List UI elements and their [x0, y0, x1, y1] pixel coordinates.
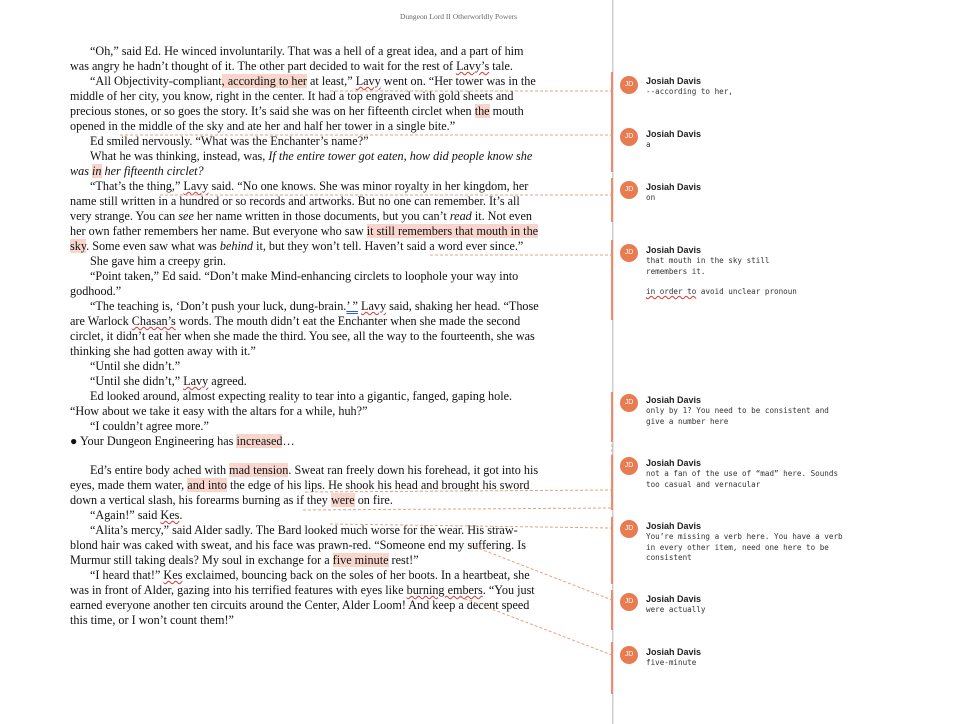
- avatar[interactable]: JD: [620, 128, 638, 146]
- comment-anchor: increased: [236, 434, 283, 448]
- comment-text[interactable]: a: [646, 140, 651, 149]
- running-head: Dungeon Lord II Otherworldly Powers: [400, 12, 518, 21]
- comment-bar: [611, 590, 613, 630]
- paragraph: “Until she didn’t,” Lavy agreed.: [90, 374, 247, 388]
- comment-author: Josiah Davis: [646, 182, 702, 192]
- comment-author: Josiah Davis: [646, 76, 702, 86]
- comment-text[interactable]: five-minute: [646, 658, 697, 667]
- comment-bar: [611, 392, 613, 442]
- comment-bar: [611, 642, 613, 694]
- paragraph: What he was thinking, instead, was, If the entire tower got eaten, how did people know she was in her fifteenth circlet?: [70, 149, 533, 178]
- comment-bar: [611, 72, 613, 128]
- comment-text[interactable]: that mouth in the sky still remembers it.: [646, 256, 775, 276]
- avatar[interactable]: JD: [620, 646, 638, 664]
- comment-author: Josiah Davis: [646, 521, 702, 531]
- comment-author: Josiah Davis: [646, 594, 702, 604]
- paragraph: Ed looked around, almost expecting reality to tear into a gigantic, fanged, gaping hole. “How about we take it easy with the altars for a while, huh?”: [70, 389, 513, 418]
- paragraph: “I couldn’t agree more.”: [90, 419, 209, 433]
- paragraph: “That’s the thing,” Lavy said. “No one knows. She was minor royalty in her kingdom, her name still written in a hundred or so records and artworks. But no one can remember. It’s all very strange. You can see her name written in those documents, but you can’t read it. Not even her own father remembers her name. But everyone who saw it still remembers that mouth in the sky. Some even saw what was behind it, but they won’t tell. Haven’t said a word ever since.”: [70, 179, 539, 253]
- comment-bar: [611, 455, 613, 510]
- paragraph: Ed smiled nervously. “What was the Enchanter’s name?”: [90, 134, 369, 148]
- avatar[interactable]: JD: [620, 76, 638, 94]
- comment-author: Josiah Davis: [646, 395, 702, 405]
- paragraph: “All Objectivity-compliant, according to her at least,” Lavy went on. “Her tower was in the middle of her city, you know, right in the center. It had a top engraved with gold sheets and precious stones, or so goes the story. It’s said she was on her fifteenth circlet when the mouth opened in the middle of the sky and ate her and half her tower in a single bite.”: [70, 74, 536, 133]
- avatar[interactable]: JD: [620, 394, 638, 412]
- paragraph: “Oh,” said Ed. He winced involuntarily. That was a hell of a great idea, and a part of him was angry he hadn’t thought of it. The other part decided to wait for the rest of Lavy’s tale.: [70, 44, 524, 73]
- comment-author: Josiah Davis: [646, 245, 702, 255]
- comment-author: Josiah Davis: [646, 458, 702, 468]
- comment-text[interactable]: --according to her,: [646, 87, 733, 96]
- comment-bar: [611, 178, 613, 222]
- comment-anchor: five minute: [332, 553, 389, 567]
- comment-bar: [611, 517, 613, 584]
- paragraph: “Until she didn’t.”: [90, 359, 181, 373]
- avatar[interactable]: JD: [620, 181, 638, 199]
- paragraph: “The teaching is, ‘Don’t push your luck, dung-brain.’ ” Lavy said, shaking her head. “Those are Warlock Chasan’s words. The mouth didn’t eat the Enchanter when she made the second circlet, it didn’t eat her when she made the third. You see, all the way to the fourteenth, she was thinking she had gotten away with it.”: [70, 299, 539, 358]
- comment-anchor: mad tension: [229, 463, 289, 477]
- paragraph: She gave him a creepy grin.: [90, 254, 227, 268]
- comment-author: Josiah Davis: [646, 129, 702, 139]
- comment-text[interactable]: only by 1? You need to be consistent and give a number here: [646, 406, 834, 426]
- comment-anchor: in: [92, 164, 102, 178]
- bullet-item: ● Your Dungeon Engineering has increased…: [70, 434, 295, 448]
- comment-text-note[interactable]: in order to avoid unclear pronoun: [646, 287, 797, 296]
- comment-text[interactable]: were actually: [646, 605, 706, 614]
- comment-anchor: were: [330, 493, 355, 507]
- comment-text[interactable]: not a fan of the use of “mad” here. Sounds too casual and vernacular: [646, 469, 843, 489]
- paragraph: “Point taken,” Ed said. “Don’t make Mind-enhancing circlets to loophole your way into godhood.”: [70, 269, 519, 298]
- paragraph: Ed’s entire body ached with mad tension. Sweat ran freely down his forehead, it got into his eyes, made them water, and into the edge of his lips. He shook his head and brought his sword down a vertical slash, his forearms burning as if they were on fire.: [70, 463, 539, 507]
- paragraph: “Again!” said Kes.: [90, 508, 183, 522]
- comment-bar: [611, 240, 613, 320]
- comment-text[interactable]: You’re missing a verb here. You have a verb in every other item, need one here to be consistent: [646, 532, 848, 562]
- avatar[interactable]: JD: [620, 593, 638, 611]
- comment-text[interactable]: on: [646, 193, 656, 202]
- paragraph: “Alita’s mercy,” said Alder sadly. The Bard looked much worse for the wear. His straw-blond hair was caked with sweat, and his face was prawn-red. “Someone end my suffering. Is Murmur still taking deals? My soul in exchange for a five minute rest!”: [70, 523, 526, 567]
- comment-anchor: and into: [187, 478, 227, 492]
- avatar[interactable]: JD: [620, 520, 638, 538]
- document-body[interactable]: [70, 44, 540, 628]
- paragraph: “I heard that!” Kes exclaimed, bouncing back on the soles of her boots. In a heartbeat, she was in front of Alder, gazing into his terrified features with eyes like burning embers. “You just earned everyone another ten circuits around the Center, Alder Loom! And keep a decent speed this time, or I won’t count them!”: [70, 568, 535, 627]
- comment-anchor: the: [474, 104, 490, 118]
- comment-bar: [611, 128, 613, 172]
- comment-author: Josiah Davis: [646, 647, 702, 657]
- avatar[interactable]: JD: [620, 244, 638, 262]
- comment-anchor: , according to her: [221, 74, 307, 88]
- comment-anchor: it still remembers that mouth in the sky: [70, 224, 539, 253]
- avatar[interactable]: JD: [620, 457, 638, 475]
